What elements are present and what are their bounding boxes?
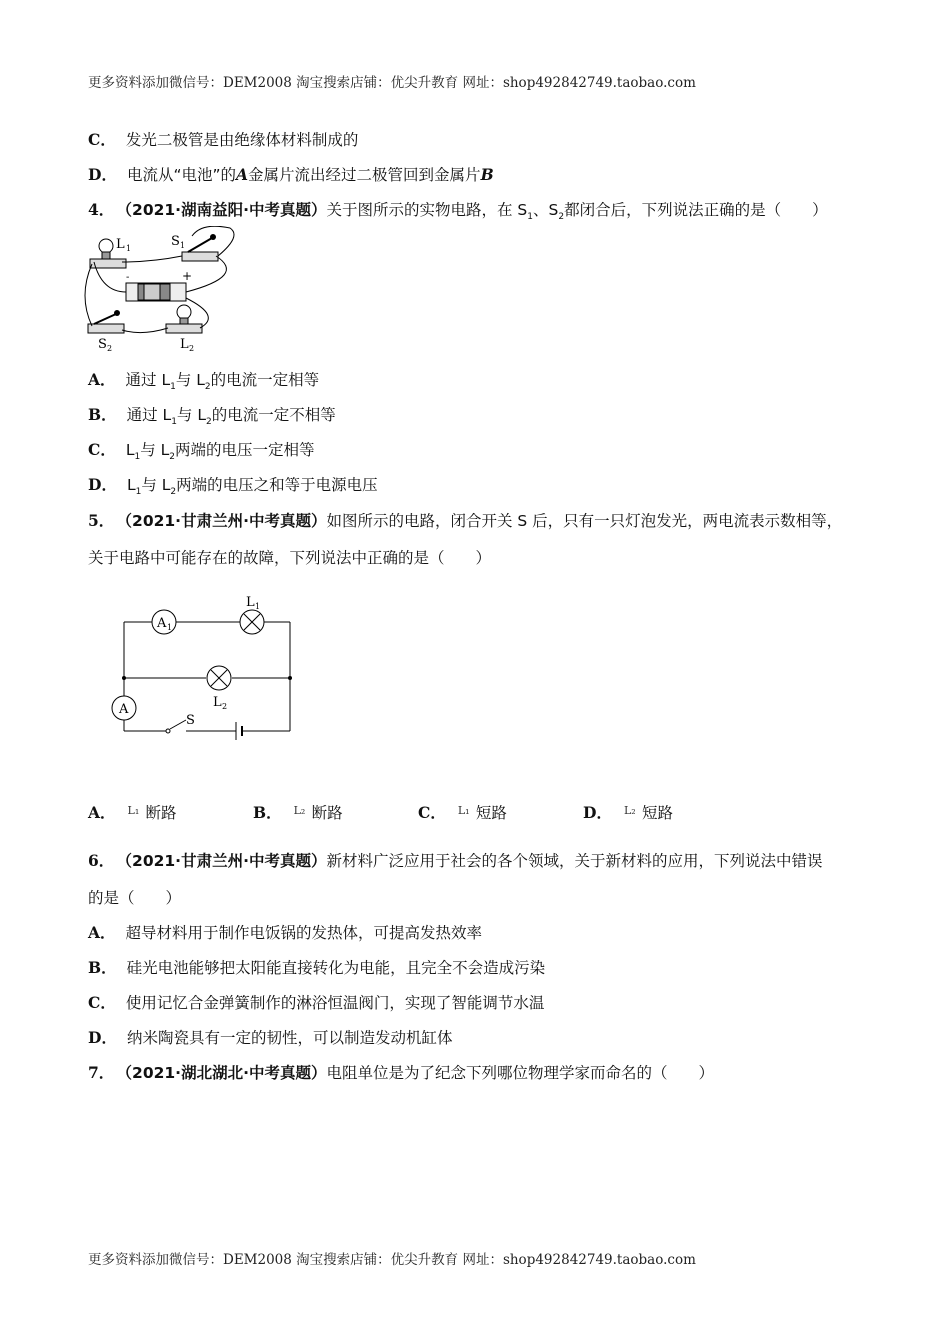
q5-circuit-figure — [100, 588, 310, 748]
q4-battery-plus: + — [182, 269, 193, 283]
q5-option: A． L₁ 断路 — [88, 803, 177, 822]
q4-label-l2: L — [180, 337, 189, 352]
q6-option: B． 硅光电池能够把太阳能直接转化为电能，且完全不会造成污染 — [88, 958, 546, 977]
q5-option: B． L₂ 断路 — [253, 803, 343, 822]
svg-text:2: 2 — [107, 344, 113, 353]
q5-stem-line1: 5． （2021·甘肃兰州·中考真题）如图所示的电路，闭合开关 S 后，只有一只灯泡发光，两电流表示数相等， — [88, 511, 843, 530]
q5-ammeter-a: A — [119, 702, 129, 717]
q7-stem: 7． （2021·湖北湖北·中考真题）电阻单位是为了纪念下列哪位物理学家而命名的（ ） — [88, 1063, 714, 1082]
q5-option: D． L₂ 短路 — [583, 803, 673, 822]
q4-label-s2: S — [98, 337, 107, 352]
q4-option: D． $L_1$与 $L_2$两端的电压之和等于电源电压 — [88, 475, 378, 498]
q6-stem-line1: 6． （2021·甘肃兰州·中考真题）新材料广泛应用于社会的各个领域，关于新材料的应用，下列说法中错误 — [88, 851, 823, 870]
q4-circuit-figure — [82, 226, 242, 356]
q5-option: C． L₁ 短路 — [418, 803, 507, 822]
page-footer: 更多资料添加微信号：DEM2008 淘宝搜索店铺：优尖升教育 网址：shop492842749.taobao.com — [88, 1252, 696, 1268]
q4-option: A． 通过 $L_1$与 $L_2$的电流一定相等 — [88, 370, 320, 393]
q6-option: D． 纳米陶瓷具有一定的韧性，可以制造发动机缸体 — [88, 1028, 453, 1047]
q6-option: A． 超导材料用于制作电饭锅的发热体，可提高发热效率 — [88, 923, 483, 942]
q5-stem-line2: 关于电路中可能存在的故障，下列说法中正确的是（ ） — [88, 549, 492, 567]
q4-option: B． 通过 $L_1$与 $L_2$的电流一定不相等 — [88, 405, 336, 428]
q4-option: C． $L_1$与 $L_2$两端的电压一定相等 — [88, 440, 315, 463]
svg-text:1: 1 — [126, 244, 132, 253]
q4-label-s1: S — [171, 234, 180, 249]
page-header: 更多资料添加微信号：DEM2008 淘宝搜索店铺：优尖升教育 网址：shop492842749.taobao.com — [88, 75, 696, 91]
svg-text:1: 1 — [167, 623, 173, 632]
q4-label-l1: L — [116, 237, 125, 252]
svg-text:1: 1 — [180, 241, 186, 250]
q5-switch-s: S — [186, 713, 195, 728]
q4-battery-minus: - — [126, 272, 130, 283]
q5-lamp-l1: L — [246, 595, 255, 610]
svg-text:2: 2 — [222, 702, 228, 711]
q5-ammeter-a1: A — [157, 616, 167, 631]
q6-stem-line2: 的是（ ） — [88, 889, 182, 907]
svg-text:2: 2 — [189, 344, 195, 353]
q4-stem: 4． （2021·湖南益阳·中考真题）关于图所示的实物电路，在 $S_1$、$S_2$都闭合后，下列说法正确的是（ ） — [88, 200, 828, 223]
q3-option-d: D． 电流从“电池”的A金属片流出经过二极管回到金属片B — [88, 165, 494, 184]
q5-lamp-l2: L — [213, 695, 222, 710]
q6-option: C． 使用记忆合金弹簧制作的淋浴恒温阀门，实现了智能调节水温 — [88, 993, 545, 1012]
svg-text:1: 1 — [255, 602, 261, 611]
q3-option-c: C． 发光二极管是由绝缘体材料制成的 — [88, 130, 359, 149]
